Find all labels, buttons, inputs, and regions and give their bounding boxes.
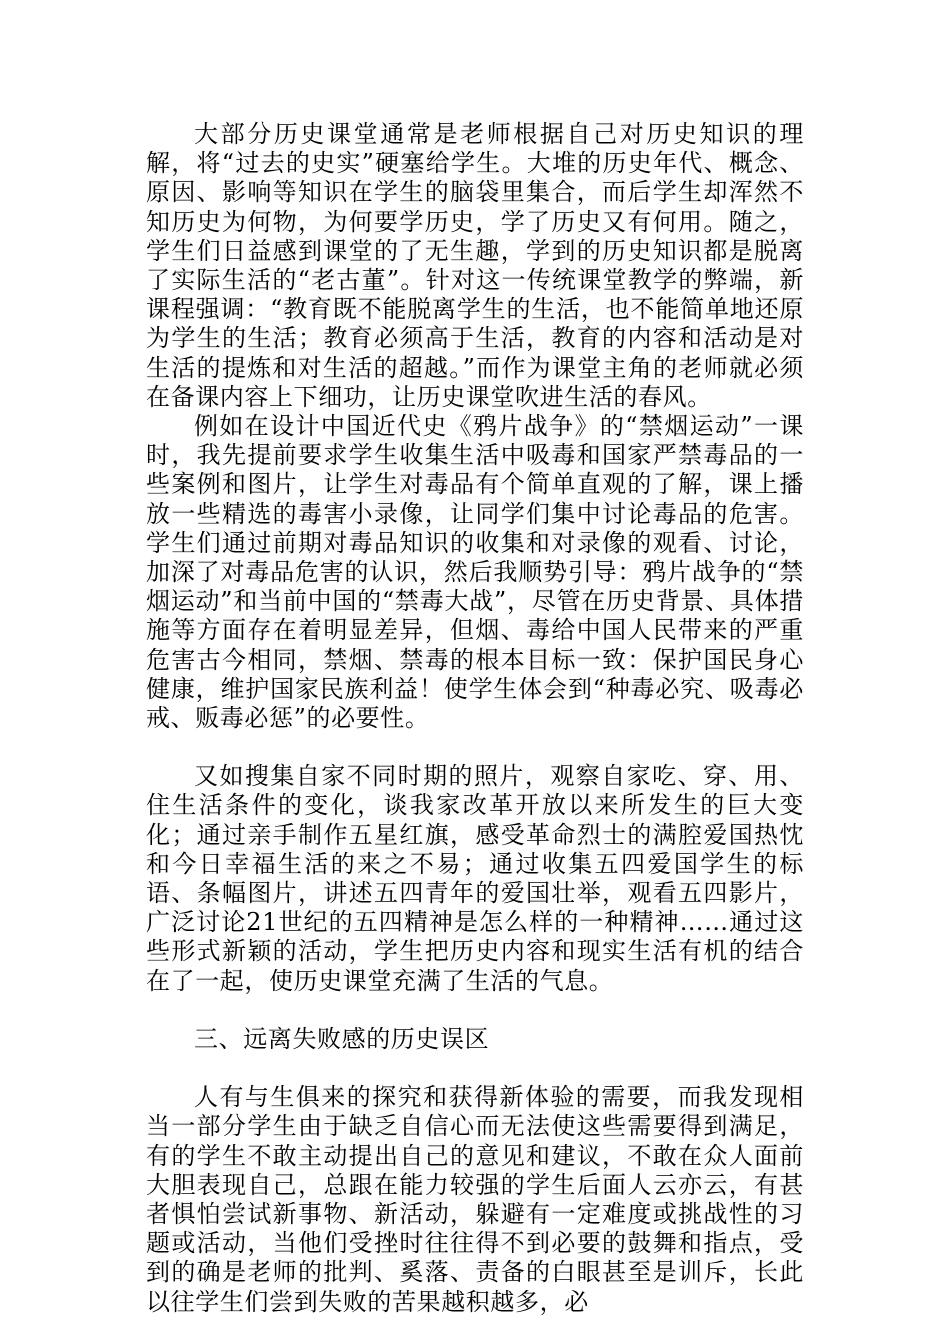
paragraph-1: 大部分历史课堂通常是老师根据自己对历史知识的理解，将“过去的史实”硬塞给学生。大堆的历史年代、概念、原因、影响等知识在学生的脑袋里集合，而后学生却浑然不知历史为何物，为何要学历史，学了历史又有何用。随之，学生们日益感到课堂的了无生趣，学到的历史知识都是脱离了实际生活的“老古董”。针对这一传统课堂教学的弊端，新课程强调：“教育既不能脱离学生的生活，也不能简单地还原为学生的生活；教育必须高于生活，教育的内容和活动是对生活的提炼和对生活的超越。”而作为课堂主角的老师就必须在备课内容上下细功，让历史课堂吹进生活的春风。 — [146, 120, 804, 411]
document-page — [146, 120, 804, 1317]
paragraph-2: 例如在设计中国近代史《鸦片战争》的“禁烟运动”一课时，我先提前要求学生收集生活中吸毒和国家严禁毒品的一些案例和图片，让学生对毒品有个简单直观的了解，课上播放一些精选的毒害小录像，让同学们集中讨论毒品的危害。学生们通过前期对毒品知识的收集和对录像的观看、讨论，加深了对毒品危害的认识，然后我顺势引导：鸦片战争的“禁烟运动”和当前中国的“禁毒大战”，尽管在历史背景、具体措施等方面存在着明显差异，但烟、毒给中国人民带来的严重危害古今相同，禁烟、禁毒的根本目标一致：保护国民身心健康，维护国家民族利益！使学生体会到“种毒必究、吸毒必戒、贩毒必惩”的必要性。 — [146, 412, 804, 733]
section-heading: 三、远离失败感的历史误区 — [194, 1024, 490, 1053]
paragraph-4: 人有与生俱来的探究和获得新体验的需要，而我发现相当一部分学生由于缺乏自信心而无法使这些需要得到满足，有的学生不敢主动提出自己的意见和建议，不敢在众人面前大胆表现自己，总跟在能力较强的学生后面人云亦云，有甚者惧怕尝试新事物、新活动，躲避有一定难度或挑战性的习题或活动，当他们受挫时往往得不到必要的鼓舞和指点，受到的确是老师的批判、奚落、责备的白眼甚至是训斥，长此以往学生们尝到失败的苦果越积越多，必 — [146, 1083, 804, 1316]
paragraph-3: 又如搜集自家不同时期的照片，观察自家吃、穿、用、住生活条件的变化，谈我家改革开放以来所发生的巨大变化；通过亲手制作五星红旗，感受革命烈士的满腔爱国热忱和今日幸福生活的来之不易；通过收集五四爱国学生的标语、条幅图片，讲述五四青年的爱国壮举，观看五四影片，广泛讨论21世纪的五四精神是怎么样的一种精神……通过这些形式新颖的活动，学生把历史内容和现实生活有机的结合在了一起，使历史课堂充满了生活的气息。 — [146, 762, 804, 995]
